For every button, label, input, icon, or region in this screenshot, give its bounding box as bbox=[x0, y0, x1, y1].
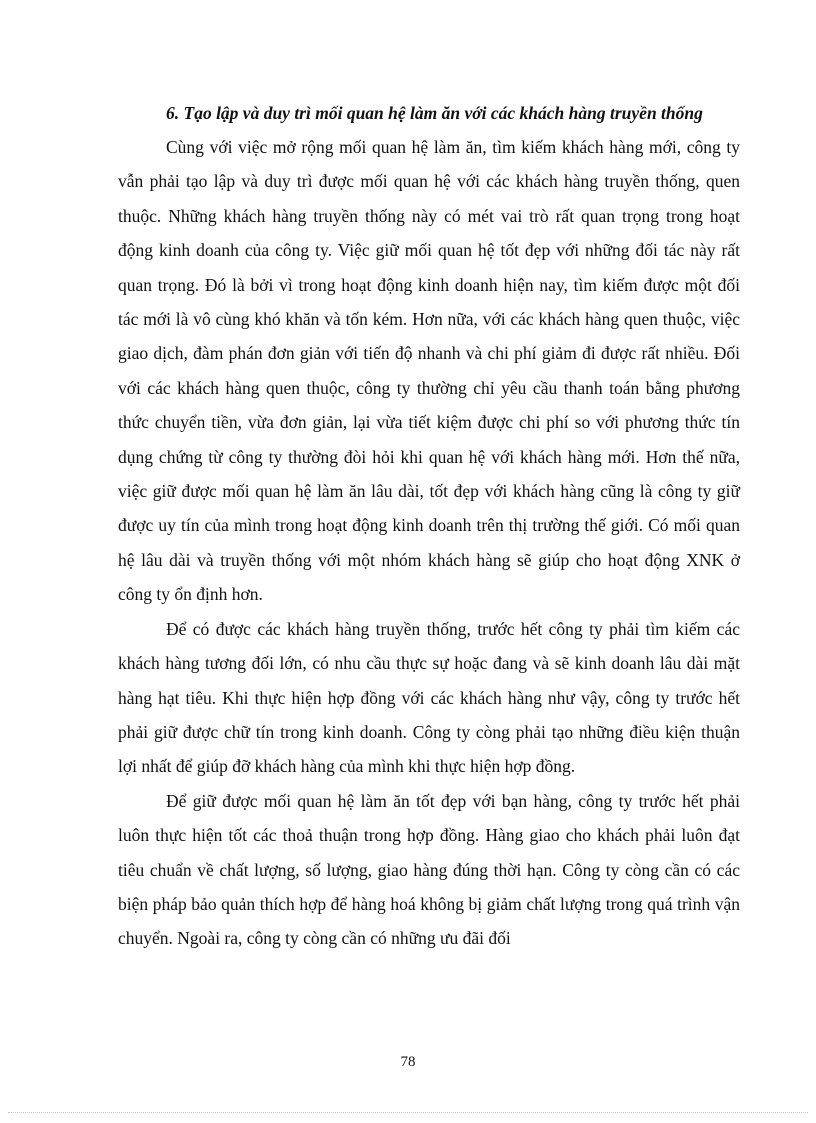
page-number: 78 bbox=[400, 1054, 416, 1070]
paragraph-3: Để giữ được mối quan hệ làm ăn tốt đẹp với bạn hàng, công ty trước hết phải luôn thực hiện tốt các thoả thuận trong hợp đồng. Hàng giao cho khách phải luôn đạt tiêu chuẩn về chất lượng, số lượng, giao hàng đúng thời hạn. Công ty còng cần có các biện pháp bảo quản thích hợp để hàng hoá không bị giảm chất lượng trong quá trình vận chuyển. Ngoài ra, công ty còng cần có những ưu đãi đối bbox=[118, 790, 740, 949]
page-bottom-divider bbox=[8, 1112, 808, 1113]
paragraph-1: Cùng với việc mở rộng mối quan hệ làm ăn, tìm kiếm khách hàng mới, công ty vẫn phải tạo lập và duy trì được mối quan hệ với các khách hàng truyền thống, quen thuộc. Những khách hàng truyền thống này có mét vai trò rất quan trọng trong hoạt động kinh doanh của công ty. Việc giữ mối quan hệ tốt đẹp với những đối tác này rất quan trọng. Đó là bởi vì trong hoạt động kinh doanh hiện nay, tìm kiếm được một đối tác mới là vô cùng khó khăn và tốn kém. Hơn nữa, với các khách hàng quen thuộc, việc giao dịch, đàm phán đơn giản với tiến độ nhanh và chi phí giảm đi được rất nhiều. Đối với các khách hàng quen thuộc, công ty thường chỉ yêu cầu thanh toán bằng phương thức chuyển tiền, vừa đơn giản, lại vừa tiết kiệm được chi phí so với phương thức tín dụng chứng từ công ty thường đòi hỏi khi quan hệ với khách hàng mới. Hơn thế nữa, việc giữ được mối quan hệ làm ăn lâu dài, tốt đẹp với khách hàng cũng là công ty giữ được uy tín của mình trong hoạt động kinh doanh trên thị trường thế giới. Có mối quan hệ lâu dài và truyền thống với một nhóm khách hàng sẽ giúp cho hoạt động XNK ở công ty ổn định hơn. bbox=[118, 137, 740, 605]
paragraph-2: Để có được các khách hàng truyền thống, trước hết công ty phải tìm kiếm các khách hàng tương đối lớn, có nhu cầu thực sự hoặc đang và sẽ kinh doanh lâu dài mặt hàng hạt tiêu. Khi thực hiện hợp đồng với các khách hàng như vậy, công ty trước hết phải giữ được chữ tín trong kinh doanh. Công ty còng phải tạo những điều kiện thuận lợi nhất để giúp đỡ khách hàng của mình khi thực hiện hợp đồng. bbox=[118, 618, 740, 777]
section-heading: 6. Tạo lập và duy trì mối quan hệ làm ăn với các khách hàng truyền thống bbox=[166, 103, 703, 123]
page-content bbox=[118, 96, 740, 956]
